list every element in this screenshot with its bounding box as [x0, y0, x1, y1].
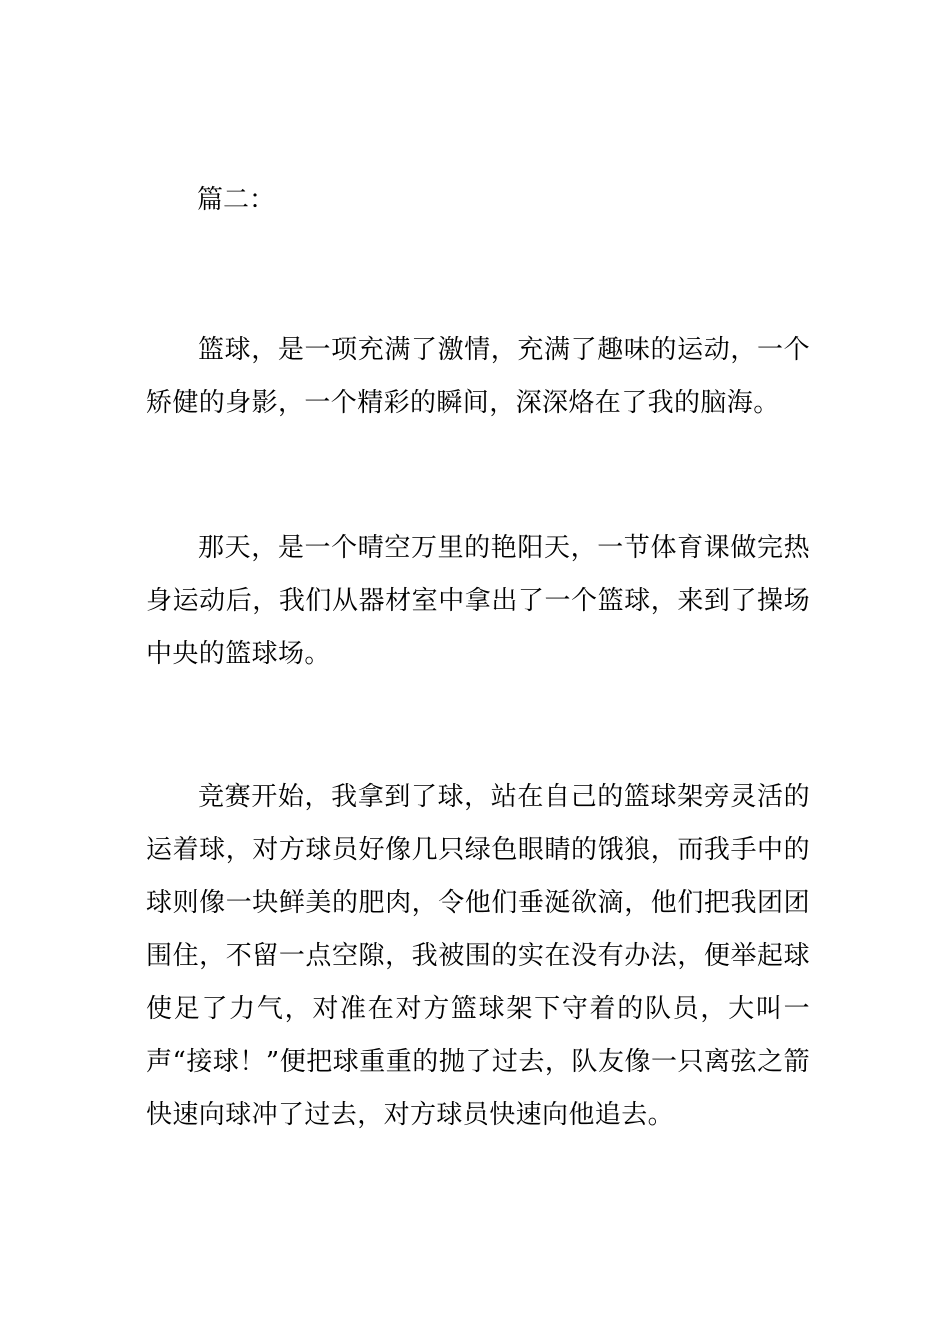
- paragraph-game-start: 竞赛开始，我拿到了球，站在自己的篮球架旁灵活的运着球，对方球员好像几只绿色眼睛的饿狼，而我手中的球则像一块鲜美的肥肉，令他们垂涎欲滴，他们把我团团围住，不留一点空隙，我被围的实在没有办法，便举起球使足了力气，对准在对方篮球架下守着的队员，大叫一声“接球！”便把球重重的抛了过去，队友像一只离弦之箭快速向球冲了过去，对方球员快速向他追去。: [146, 782, 810, 1130]
- paragraph-pe-class: 那天，是一个晴空万里的艳阳天，一节体育课做完热身运动后，我们从器材室中拿出了一个篮球，来到了操场中央的篮球场。: [146, 533, 810, 669]
- section-heading: 篇二：: [197, 185, 276, 215]
- paragraph-basketball-intro: 篮球，是一项充满了激情，充满了趣味的运动，一个矫健的身影，一个精彩的瞬间，深深烙在了我的脑海。: [146, 335, 810, 418]
